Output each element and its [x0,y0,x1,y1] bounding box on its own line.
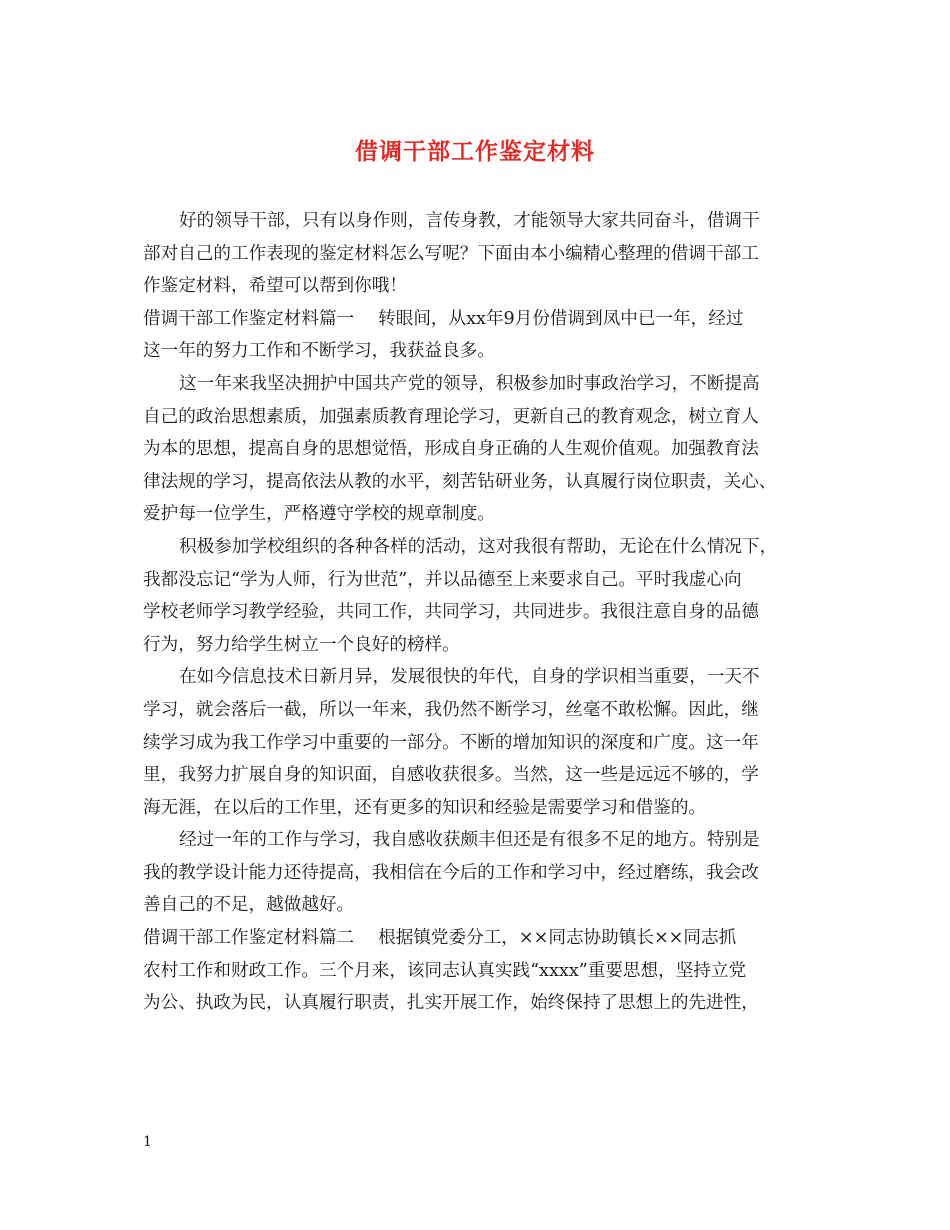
text-line: 好的领导干部，只有以身作则，言传身教，才能领导大家共同奋斗，借调干 [179,211,760,231]
text-line: 这一年的努力工作和不断学习，我获益良多。 [143,341,495,362]
text-line: 农村工作和财政工作。三个月来，该同志认真实践“xxxx”重要思想，坚持立党 [143,960,747,981]
text-line: 学习，就会落后一截，所以一年来，我仍然不断学习，丝毫不敢松懈。因此，继 [143,699,759,720]
section-heading: 借调干部工作鉴定材料篇一 [143,308,355,329]
text-line: 善自己的不足，越做越好。 [143,895,355,916]
page-number: 1 [143,1134,152,1150]
document-title: 借调干部工作鉴定材料 [355,138,595,165]
text-line: 我都没忘记“学为人师，行为世范”，并以品德至上来要求自己。平时我虚心向 [143,569,742,590]
text-line: 里，我努力扩展自身的知识面，自感收获很多。当然，这一些是远远不够的，学 [143,765,759,786]
text-line: 经过一年的工作与学习，我自感收获颇丰但还是有很多不足的地方。特别是 [179,830,760,851]
text-line: 爱护每一位学生，严格遵守学校的规章制度。 [143,504,495,525]
text-line: 在如今信息技术日新月异，发展很快的年代，自身的学识相当重要，一天不 [179,667,760,688]
text-line: 学校老师学习教学经验，共同工作，共同学习，共同进步。我很注意自身的品德 [143,602,759,623]
text-line: 律法规的学习，提高依法从教的水平，刻苦钻研业务，认真履行岗位职责，关心、 [143,471,777,492]
text-line: 续学习成为我工作学习中重要的一部分。不断的增加知识的深度和广度。这一年 [143,732,759,753]
text-line: 这一年来我坚决拥护中国共产党的领导，积极参加时事政治学习，不断提高 [179,373,760,394]
text-line: 我的教学设计能力还待提高，我相信在今后的工作和学习中，经过磨练，我会改 [143,862,759,883]
text-line: 海无涯，在以后的工作里，还有更多的知识和经验是需要学习和借鉴的。 [143,797,707,818]
section-heading-line [143,303,825,336]
text-line: 为本的思想，提高自身的思想觉悟，形成自身正确的人生观价值观。加强教育法 [143,439,759,460]
document-body [143,205,825,1020]
text-line: 为公、执政为民，认真履行职责，扎实开展工作，始终保持了思想上的先进性， [143,993,759,1014]
text-segment: 根据镇党委分工，××同志协助镇长××同志抓 [378,928,737,949]
section-heading: 借调干部工作鉴定材料篇二 [143,928,355,949]
section-heading-line [143,922,825,955]
text-line: 积极参加学校组织的各种各样的活动，这对我很有帮助，无论在什么情况下， [179,536,778,557]
text-line: 自己的政治思想素质，加强素质教育理论学习，更新自己的教育观念，树立育人 [143,406,759,427]
text-segment: 转眼间，从xx年9月份借调到凤中已一年，经过 [378,308,744,329]
text-line: 作鉴定材料，希望可以帮到你哦！ [143,276,407,297]
text-line: 部对自己的工作表现的鉴定材料怎么写呢？下面由本小编精心整理的借调干部工 [143,243,759,264]
text-line: 行为，努力给学生树立一个良好的榜样。 [143,634,460,655]
